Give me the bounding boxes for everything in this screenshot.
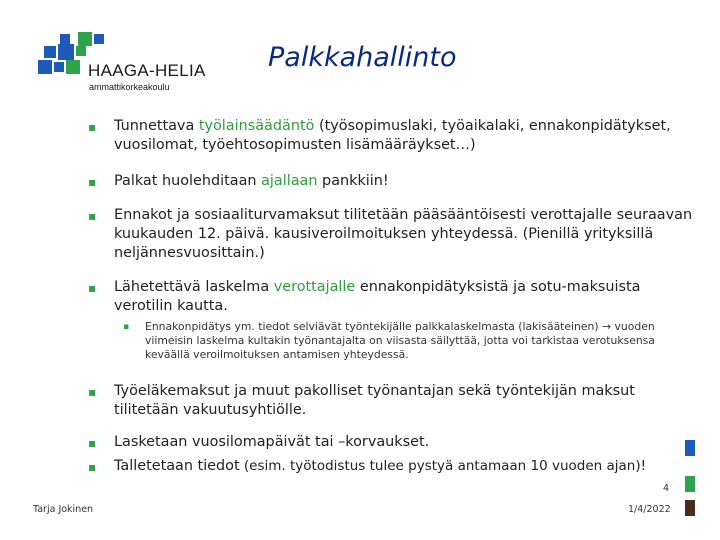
bullet-item-legislation: Tunnettava työlainsäädäntö (työsopimuslaki, työaikalaki, ennakonpidätykset, vuosilomat, työehtosopimusten lisämääräykset…) <box>114 118 671 153</box>
footer-date: 1/4/2022 <box>628 504 671 515</box>
logo-square <box>78 32 92 46</box>
deco-square <box>685 440 695 456</box>
bullet-item-vacation: Lasketaan vuosilomapäivät tai –korvaukset. <box>114 434 430 450</box>
logo-square <box>38 60 52 74</box>
deco-square <box>685 500 695 516</box>
logo-square <box>44 46 56 58</box>
logo-square <box>54 62 64 72</box>
bullet-item-records: Talletetaan tiedot (esim. työtodistus tulee pystyä antamaan 10 vuoden ajan)! <box>114 458 647 474</box>
bullet-marker: ▪ <box>88 120 97 134</box>
bullet-marker: ▪ <box>88 209 97 223</box>
bullet-item-withholding: Ennakot ja sosiaaliturvamaksut tilitetään pääsääntöisesti verottajalle seuraavan kuukauden 12. päivä. kausiveroilmoituksen yhteydessä. (Pienillä yrityksillä neljännesvuosittain.) <box>114 207 693 261</box>
bullet-marker: ▪ <box>88 460 97 474</box>
bullet-marker: ▪ <box>88 281 97 295</box>
bullet-marker: ▪ <box>88 385 97 399</box>
sub-bullet-marker: ▪ <box>123 322 130 332</box>
slide-title: Palkkahallinto <box>268 42 457 73</box>
deco-square <box>685 476 695 492</box>
page-number: 4 <box>663 483 670 494</box>
bullet-marker: ▪ <box>88 436 97 450</box>
logo-square <box>60 34 70 44</box>
bullet-marker: ▪ <box>88 175 97 189</box>
logo-name: HAAGA-HELIA <box>88 61 206 80</box>
logo-subtitle: ammattikorkeakoulu <box>89 82 170 92</box>
logo-square <box>66 60 80 74</box>
logo-square <box>76 46 86 56</box>
bullet-item-salaries: Palkat huolehditaan ajallaan pankkiin! <box>114 173 389 189</box>
sub-bullet-payslip: Ennakonpidätys ym. tiedot selviävät työntekijälle palkkalaskelmasta (lakisääteinen) → vuoden viimeisin laskelma kultakin työnantajalta on viisasta säilyttää, jotta voi tarkistaa verotuksensa keväällä veroilmoituksen antamisen yhteydessä. <box>145 320 655 361</box>
logo-square <box>58 44 74 60</box>
footer-author: Tarja Jokinen <box>33 504 94 515</box>
bullet-item-tax-report: Lähetettävä laskelma verottajalle ennakonpidätyksistä ja sotu-maksuista verotilin kautta. <box>114 279 641 314</box>
bullet-item-pension: Työeläkemaksut ja muut pakolliset työnantajan sekä työntekijän maksut tilitetään vakuutusyhtiölle. <box>114 383 635 418</box>
logo-square <box>94 34 104 44</box>
